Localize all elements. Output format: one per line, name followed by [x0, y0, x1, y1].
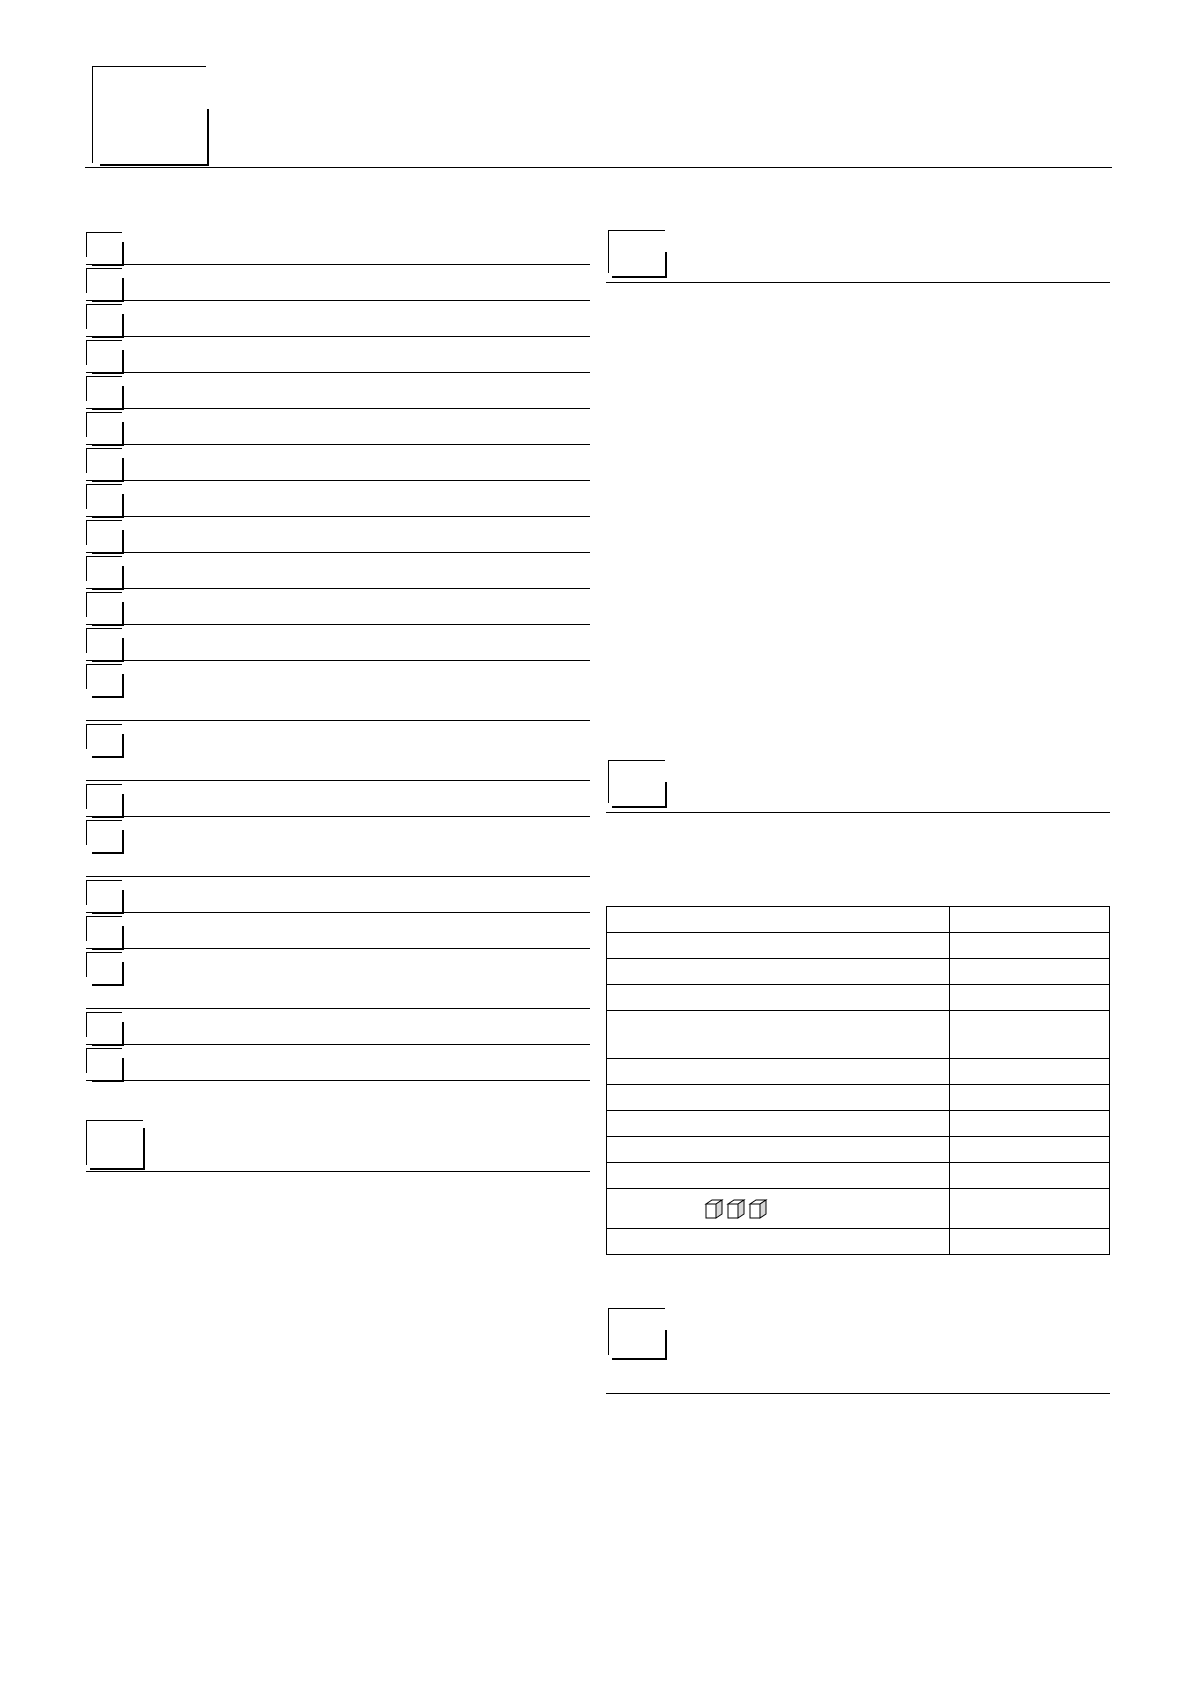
table-cell-label [607, 959, 950, 985]
right-section-1-rule [606, 282, 1110, 283]
contents-rule-8 [86, 516, 590, 517]
table-cell-label [607, 1163, 950, 1189]
table-cell-value [950, 985, 1110, 1011]
item-marker-2 [86, 268, 122, 300]
table-cell-value [950, 1137, 1110, 1163]
item-marker-20 [86, 1012, 122, 1044]
contents-rule-10 [86, 588, 590, 589]
contents-rule-7 [86, 480, 590, 481]
contents-rule-3 [86, 336, 590, 337]
item-marker-5 [86, 376, 122, 408]
item-marker-3 [86, 304, 122, 336]
contents-rule-15 [86, 816, 590, 817]
right-section-3-marker [608, 1308, 666, 1360]
contents-rule-9 [86, 552, 590, 553]
item-marker-21 [86, 1048, 122, 1080]
table-row [607, 1229, 1110, 1255]
contents-rule-11 [86, 624, 590, 625]
table-cell-label [607, 1011, 950, 1059]
contents-rule-16 [86, 876, 590, 877]
item-marker-1 [86, 232, 122, 264]
item-marker-10 [86, 556, 122, 588]
right-section-2-marker [608, 760, 666, 808]
table-cell-label [607, 985, 950, 1011]
table-cell-value [950, 1085, 1110, 1111]
table-row [607, 1189, 1110, 1229]
contents-rule-5 [86, 408, 590, 409]
contents-rule-4 [86, 372, 590, 373]
table-row [607, 1059, 1110, 1085]
table-row [607, 1163, 1110, 1189]
table-cell-value [950, 1189, 1110, 1229]
table-row [607, 907, 1110, 933]
item-marker-9 [86, 520, 122, 552]
header-rule [85, 167, 1112, 168]
item-marker-6 [86, 412, 122, 444]
contents-rule-13 [86, 720, 590, 721]
table-row [607, 1085, 1110, 1111]
table-cell-label [607, 907, 950, 933]
table-cell-label [607, 1137, 950, 1163]
cube-icon-group [703, 1200, 769, 1215]
item-marker-11 [86, 592, 122, 624]
item-marker-14 [86, 724, 122, 756]
contents-rule-19 [86, 1008, 590, 1009]
table-row [607, 1137, 1110, 1163]
spec-table [606, 906, 1110, 1255]
table-cell-value [950, 1111, 1110, 1137]
table-cell-label [607, 1059, 950, 1085]
left-section-rule [86, 1171, 590, 1172]
left-section-marker [86, 1120, 144, 1170]
table-cell-value [950, 1059, 1110, 1085]
contents-rule-20 [86, 1044, 590, 1045]
item-marker-7 [86, 448, 122, 480]
table-cell-value [950, 959, 1110, 985]
table-cell-label [607, 1085, 950, 1111]
table-cell-label [607, 933, 950, 959]
right-section-3-rule [606, 1393, 1110, 1394]
item-marker-8 [86, 484, 122, 516]
table-row [607, 1111, 1110, 1137]
table-cell-value [950, 1163, 1110, 1189]
item-marker-18 [86, 916, 122, 948]
table-cell-value [950, 1011, 1110, 1059]
item-marker-15 [86, 784, 122, 816]
contents-rule-14 [86, 780, 590, 781]
table-row [607, 985, 1110, 1011]
item-marker-12 [86, 628, 122, 660]
table-row [607, 1011, 1110, 1059]
contents-rule-12 [86, 660, 590, 661]
table-cell-label [607, 1111, 950, 1137]
table-cell-value [950, 907, 1110, 933]
contents-rule-21 [86, 1080, 590, 1081]
cube-icon [747, 1198, 769, 1220]
right-section-1-marker [608, 230, 666, 278]
table-cell-label [607, 1189, 950, 1229]
table-row [607, 959, 1110, 985]
right-section-2-rule [606, 812, 1110, 813]
header-emblem [92, 66, 209, 166]
table-cell-value [950, 1229, 1110, 1255]
contents-rule-6 [86, 444, 590, 445]
cube-icon [703, 1198, 725, 1220]
table-row [607, 933, 1110, 959]
contents-rule-17 [86, 912, 590, 913]
table-cell-value [950, 933, 1110, 959]
cube-icon [725, 1198, 747, 1220]
item-marker-19 [86, 952, 122, 984]
item-marker-13 [86, 664, 122, 696]
contents-rule-1 [86, 264, 590, 265]
item-marker-4 [86, 340, 122, 372]
contents-rule-18 [86, 948, 590, 949]
table-cell-label [607, 1229, 950, 1255]
item-marker-17 [86, 880, 122, 912]
contents-rule-2 [86, 300, 590, 301]
item-marker-16 [86, 820, 122, 852]
